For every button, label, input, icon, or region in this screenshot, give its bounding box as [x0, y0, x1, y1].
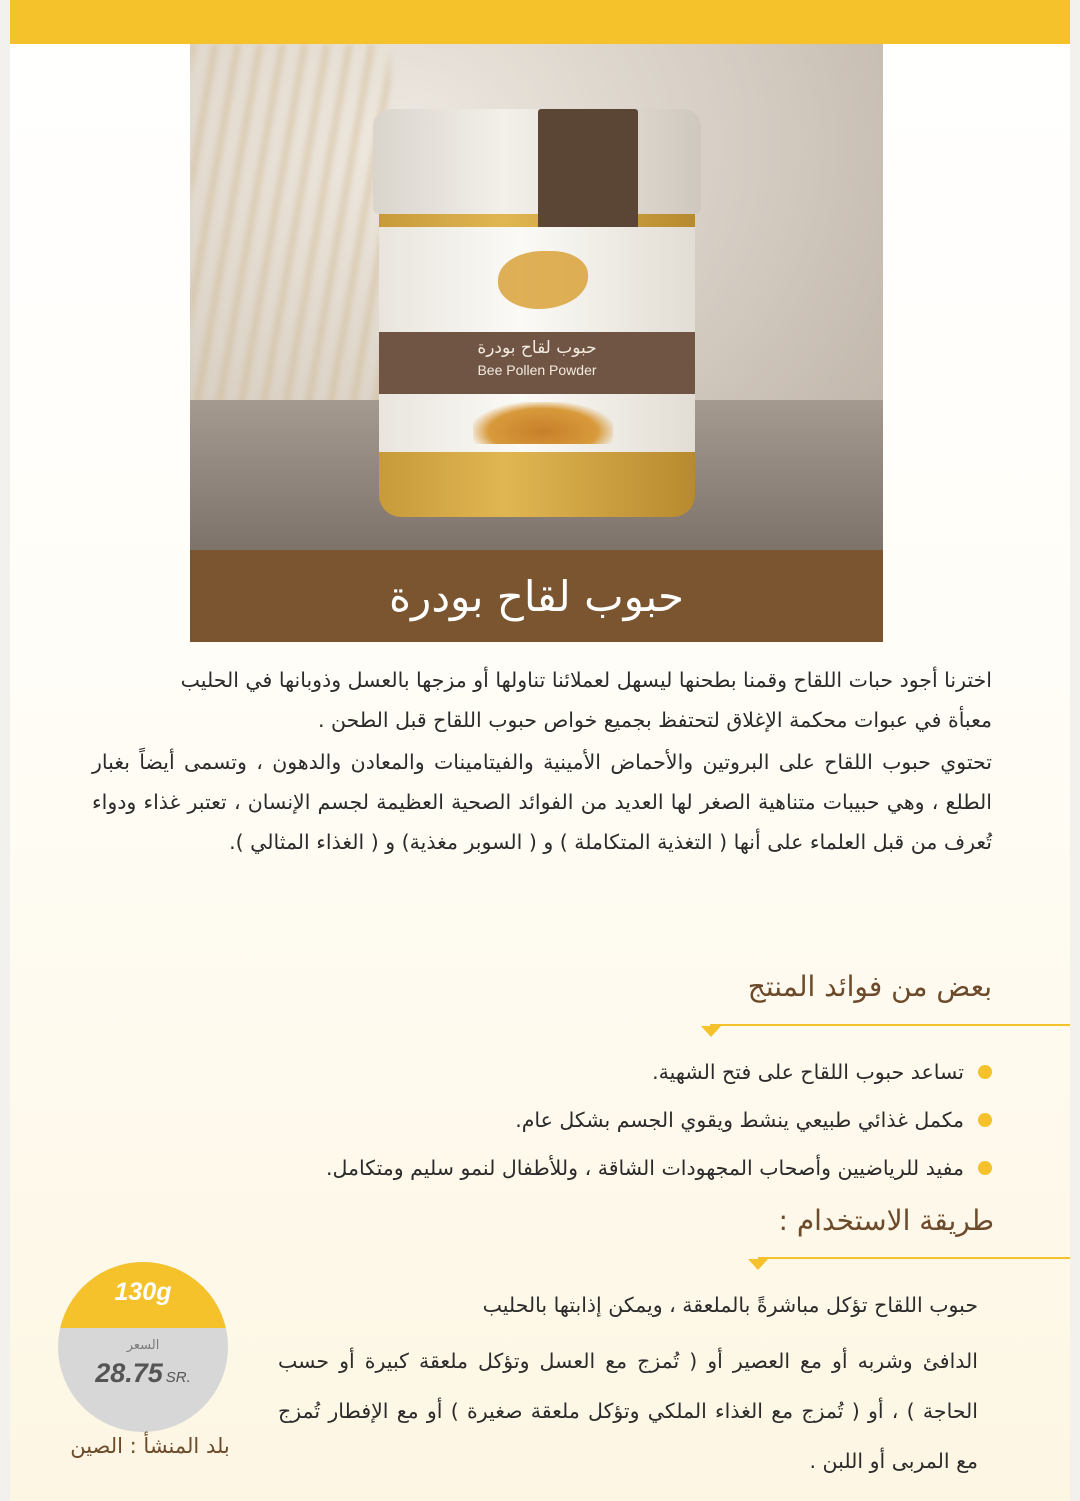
price-currency: SR.: [165, 1369, 191, 1386]
usage-paragraph-1: حبوب اللقاح تؤكل مباشرةً بالملعقة ، ويمكن إذابتها بالحليب: [482, 1293, 978, 1317]
intro-paragraph-1: اخترنا أجود حبات اللقاح وقمنا بطحنها ليسهل لعملائنا تناولها أو مزجها بالعسل وذوبانها في الحليب: [180, 668, 992, 692]
product-title: حبوب لقاح بودرة: [389, 571, 684, 621]
bullet-icon: [978, 1113, 992, 1127]
usage-heading-notch: [748, 1259, 768, 1270]
usage-heading-rule: [758, 1257, 1070, 1259]
usage-text: [278, 1280, 978, 1486]
jar-lid: [373, 109, 701, 214]
benefits-heading-notch: [701, 1026, 721, 1037]
benefits-list: [92, 1048, 992, 1192]
price-badge: [58, 1262, 228, 1432]
product-title-bar: [190, 550, 883, 642]
price-row: [58, 1358, 228, 1389]
usage-paragraph-2: الدافئ وشربه أو مع العصير أو ( تُمزج مع العسل وتؤكل ملعقة كبيرة أو حسب الحاجة ) ، أو ( تُمزج مع الغذاء الملكي وتؤكل ملعقة صغيرة ) أو مع الإفطار تُمزج مع المربى أو اللبن .: [278, 1349, 978, 1473]
jar-seal-strip: [538, 109, 638, 239]
jar-label-english: Bee Pollen Powder: [477, 362, 597, 378]
country-of-origin: بلد المنشأ : الصين: [70, 1434, 230, 1458]
pollen-powder-image: [473, 402, 613, 444]
product-page: [10, 0, 1070, 1501]
list-item: مكمل غذائي طبيعي ينشط ويقوي الجسم بشكل عام.: [92, 1096, 992, 1144]
jar-label-band: [379, 332, 695, 394]
weight-cap: [58, 1262, 228, 1328]
bullet-icon: [978, 1065, 992, 1079]
background-whisk: [190, 44, 390, 404]
benefits-heading-rule: [710, 1024, 1070, 1026]
intro-paragraph-3: تحتوي حبوب اللقاح على البروتين والأحماض الأمينية والفيتامينات والمعادن والدهون ، وتسمى أيضاً بغبار الطلع ، وهي حبيبات متناهية الصغر لها العديد من الفوائد الصحية العظيمة لجسم الإنسان ، تعتبر غذاء ودواء تُعرف من قبل العلماء على أنها ( التغذية المتكاملة ) و ( السوبر مغذية) و ( الغذاء المثالي ).: [92, 750, 992, 854]
benefits-heading: بعض من فوائد المنتج: [747, 970, 992, 1003]
list-item: تساعد حبوب اللقاح على فتح الشهية.: [92, 1048, 992, 1096]
intro-paragraph-2: معبأة في عبوات محكمة الإغلاق لتحتفظ بجميع خواص حبوب اللقاح قبل الطحن .: [317, 708, 992, 732]
product-photo: [190, 44, 883, 550]
price-label: السعر: [126, 1338, 160, 1353]
price-value: 28.75: [95, 1358, 163, 1388]
product-description: [92, 660, 992, 862]
usage-heading: طريقة الاستخدام :: [778, 1204, 994, 1237]
bullet-icon: [978, 1161, 992, 1175]
jar-label-arabic: حبوب لقاح بودرة: [477, 338, 597, 358]
product-jar: [373, 109, 701, 517]
list-item: مفيد للرياضيين وأصحاب المجهودات الشاقة ، وللأطفال لنمو سليم ومتكامل.: [92, 1144, 992, 1192]
product-weight: 130g: [114, 1278, 172, 1306]
top-accent-bar: [10, 0, 1070, 44]
